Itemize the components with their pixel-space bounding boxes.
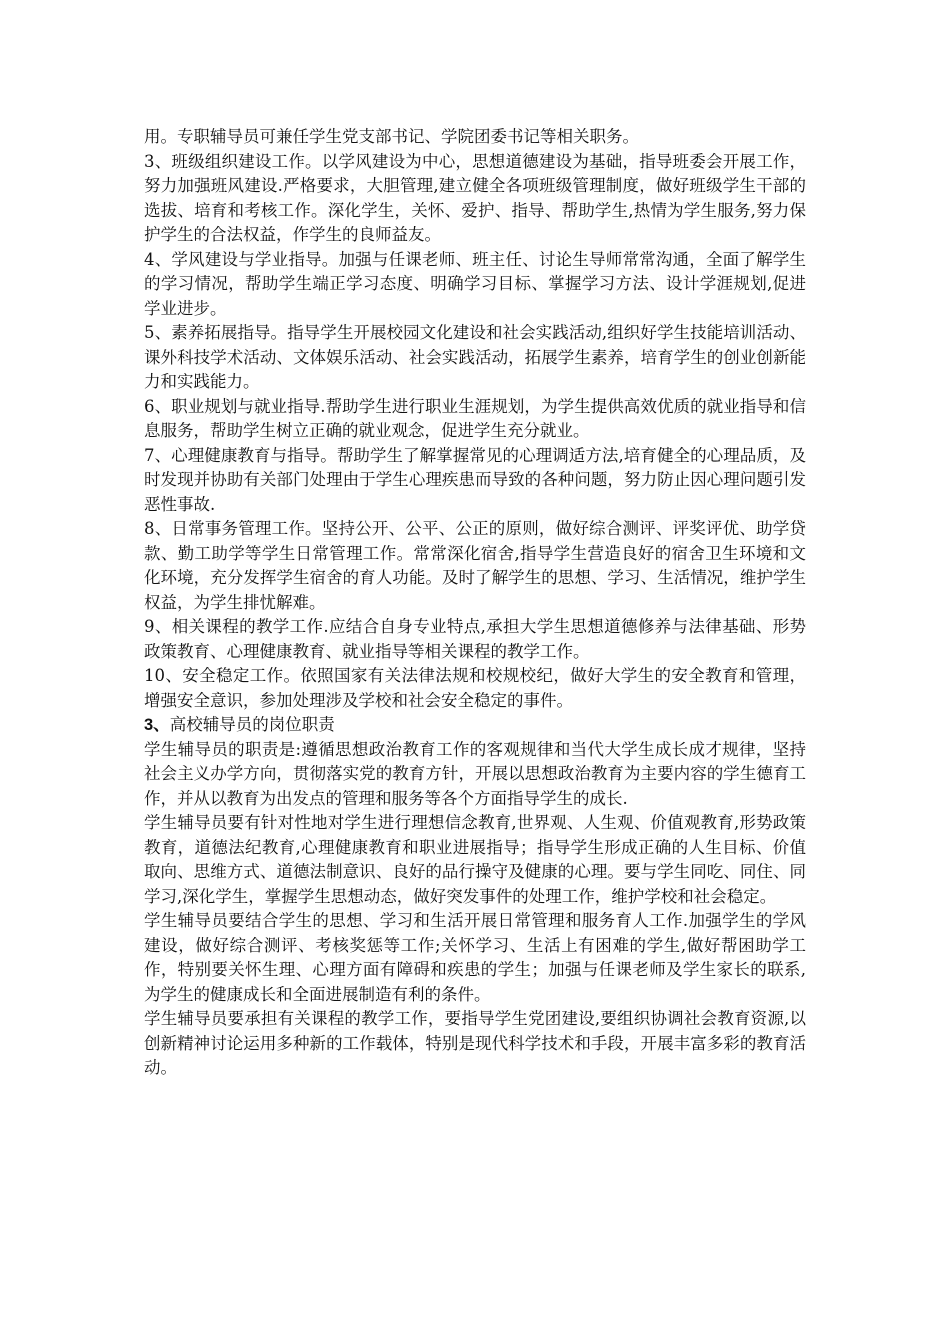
paragraph-item-6: 6、职业规划与就业指导.帮助学生进行职业生涯规划，为学生提供高效优质的就业指导和信息服务，帮助学生树立正确的就业观念，促进学生充分就业。 <box>144 396 806 440</box>
section-heading-title: 高校辅导员的岗位职责 <box>169 715 335 734</box>
paragraph-duty-overview: 学生辅导员的职责是:遵循思想政治教育工作的客观规律和当代大学生成长成才规律，坚持社会主义办学方向，贯彻落实党的教育方针，开展以思想政治教育为主要内容的学生德育工作，并从以教育为出发点的管理和服务等各个方面指导学生的成长. <box>144 739 806 808</box>
paragraph-item-10: 10、安全稳定工作。依照国家有关法律法规和校规校纪，做好大学生的安全教育和管理，增强安全意识，参加处理涉及学校和社会安全稳定的事件。 <box>144 666 806 710</box>
paragraph-duty-teaching: 学生辅导员要承担有关课程的教学工作，要指导学生党团建设,要组织协调社会教育资源,以创新精神讨论运用多种新的工作载体，特别是现代科学技术和手段，开展丰富多彩的教育活动。 <box>144 1009 806 1077</box>
section-heading <box>144 713 806 738</box>
paragraph-continuation: 用。专职辅导员可兼任学生党支部书记、学院团委书记等相关职务。 <box>144 127 639 146</box>
document-page <box>144 125 806 1081</box>
paragraph-item-4: 4、学风建设与学业指导。加强与任课老师、班主任、讨论生导师常常沟通，全面了解学生的学习情况，帮助学生端正学习态度、明确学习目标、掌握学习方法、设计学涯规划,促进学业进步。 <box>144 249 806 318</box>
paragraph-item-5: 5、素养拓展指导。指导学生开展校园文化建设和社会实践活动,组织好学生技能培训活动、课外科技学术活动、文体娱乐活动、社会实践活动，拓展学生素养，培育学生的创业创新能力和实践能力。 <box>144 323 806 391</box>
paragraph-item-9: 9、相关课程的教学工作.应结合自身专业特点,承担大学生思想道德修养与法律基础、形势政策教育、心理健康教育、就业指导等相关课程的教学工作。 <box>144 617 806 661</box>
paragraph-duty-management: 学生辅导员要结合学生的思想、学习和生活开展日常管理和服务育人工作.加强学生的学风建设，做好综合测评、考核奖惩等工作;关怀学习、生活上有困难的学生,做好帮困助学工作，特别要关怀生理、心理方面有障碍和疾患的学生；加强与任课老师及学生家长的联系,为学生的健康成长和全面进展制造有利的条件。 <box>144 911 806 1004</box>
paragraph-item-7: 7、心理健康教育与指导。帮助学生了解掌握常见的心理调适方法,培育健全的心理品质，及时发现并协助有关部门处理由于学生心理疾患而导致的各种问题，努力防止因心理问题引发恶性事故. <box>144 445 806 514</box>
paragraph-duty-education: 学生辅导员要有针对性地对学生进行理想信念教育,世界观、人生观、价值观教育,形势政策教育，道德法纪教育,心理健康教育和职业进展指导；指导学生形成正确的人生目标、价值取向、思维方式、道德法制意识、良好的品行操守及健康的心理。要与学生同吃、同住、同学习,深化学生，掌握学生思想动态，做好突发事件的处理工作，维护学校和社会稳定。 <box>144 813 806 906</box>
paragraph-item-8: 8、日常事务管理工作。坚持公开、公平、公正的原则，做好综合测评、评奖评优、助学贷款、勤工助学等学生日常管理工作。常常深化宿舍,指导学生营造良好的宿舍卫生环境和文化环境，充分发挥学生宿舍的育人功能。及时了解学生的思想、学习、生活情况，维护学生权益，为学生排忧解难。 <box>144 519 806 612</box>
paragraph-item-3: 3、班级组织建设工作。以学风建设为中心，思想道德建设为基础，指导班委会开展工作，努力加强班风建设.严格要求，大胆管理,建立健全各项班级管理制度，做好班级学生干部的选拔、培育和考核工作。深化学生，关怀、爱护、指导、帮助学生,热情为学生服务,努力保护学生的合法权益，作学生的良师益友。 <box>144 151 806 244</box>
section-heading-number: 3、 <box>144 716 170 734</box>
